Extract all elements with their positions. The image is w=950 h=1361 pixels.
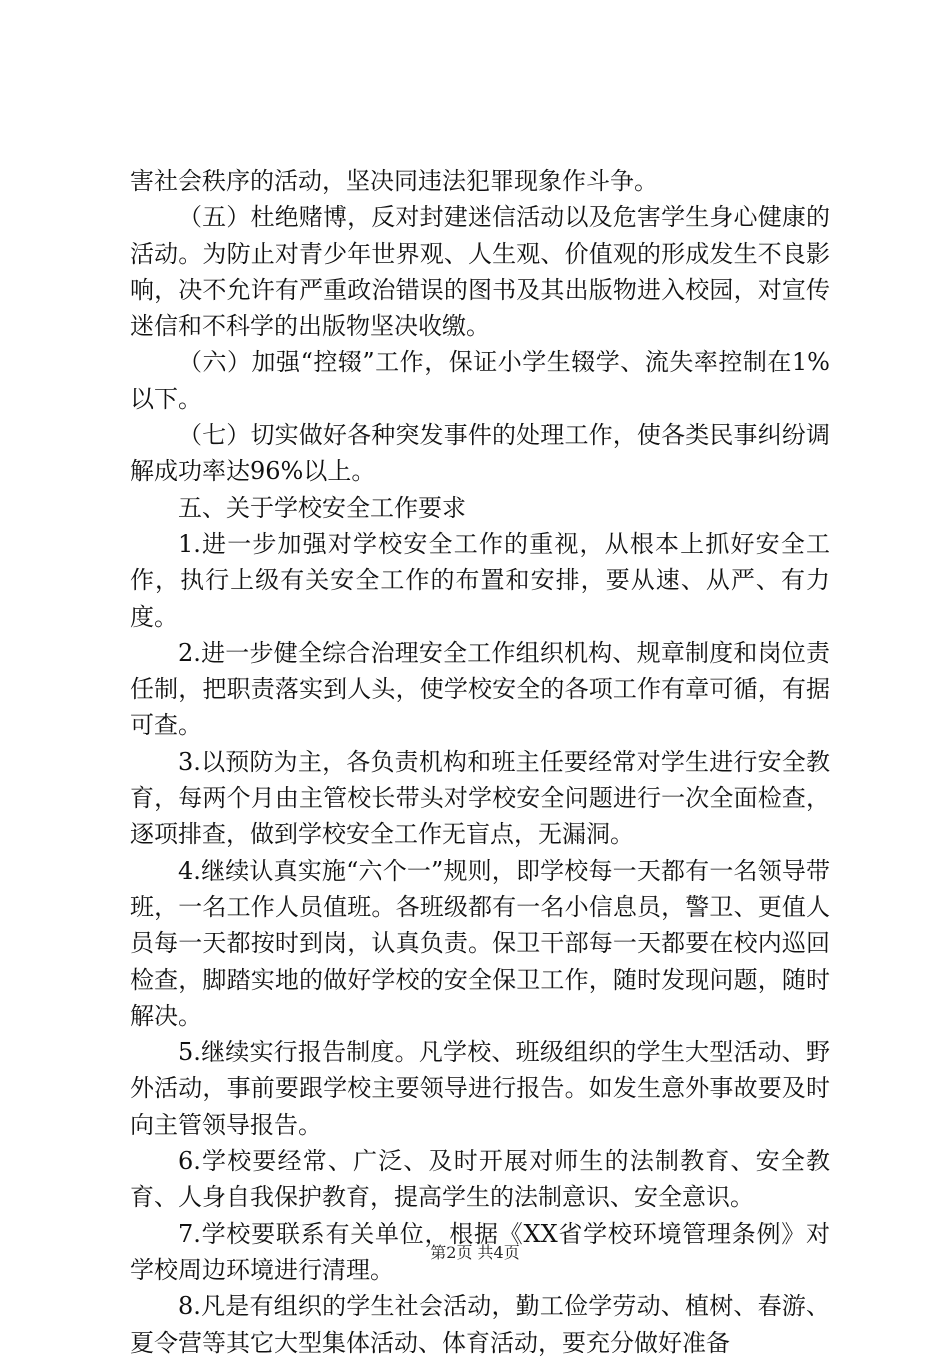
- section-heading-5: 五、关于学校安全工作要求: [178, 493, 466, 522]
- paragraph-item-6: （六）加强“控辍”工作，保证小学生辍学、流失率控制在1%以下。: [130, 348, 830, 413]
- document-body: [130, 163, 830, 1361]
- paragraph-continuation: 害社会秩序的活动，坚决同违法犯罪现象作斗争。: [130, 167, 658, 195]
- paragraph-item-5: （五）杜绝赌博，反对封建迷信活动以及危害学生身心健康的活动。为防止对青少年世界观、人生观、价值观的形成发生不良影响，决不允许有严重政治错误的图书及其出版物进入校园，对宣传迷信和不科学的出版物坚决收缴。: [130, 203, 830, 341]
- requirement-2: 2.进一步健全综合治理安全工作组织机构、规章制度和岗位责任制，把职责落实到人头，使学校安全的各项工作有章可循，有据可查。: [130, 638, 830, 740]
- paragraph-item-7: （七）切实做好各种突发事件的处理工作，使各类民事纠纷调解成功率达96%以上。: [130, 421, 830, 486]
- requirement-7: 7.学校要联系有关单位，根据《XX省学校环境管理条例》对学校周边环境进行清理。: [130, 1219, 830, 1284]
- requirement-1: 1.进一步加强对学校安全工作的重视，从根本上抓好安全工作，执行上级有关安全工作的布置和安排，要从速、从严、有力度。: [130, 529, 830, 631]
- requirement-4: 4.继续认真实施“六个一”规则，即学校每一天都有一名领导带班，一名工作人员值班。各班级都有一名小信息员，警卫、更值人员每一天都按时到岗，认真负责。保卫干部每一天都要在校内巡回检查，脚踏实地的做好学校的安全保卫工作，随时发现问题，随时解决。: [130, 856, 830, 1030]
- requirement-3: 3.以预防为主，各负责机构和班主任要经常对学生进行安全教育，每两个月由主管校长带头对学校安全问题进行一次全面检查，逐项排查，做到学校安全工作无盲点，无漏洞。: [130, 747, 830, 849]
- requirement-6: 6.学校要经常、广泛、及时开展对师生的法制教育、安全教育、人身自我保护教育，提高学生的法制意识、安全意识。: [130, 1147, 830, 1212]
- requirement-5: 5.继续实行报告制度。凡学校、班级组织的学生大型活动、野外活动，事前要跟学校主要领导进行报告。如发生意外事故要及时向主管领导报告。: [130, 1038, 830, 1139]
- requirement-8: 8.凡是有组织的学生社会活动，勤工俭学劳动、植树、春游、夏令营等其它大型集体活动、体育活动，要充分做好准备: [130, 1292, 830, 1357]
- page-footer: 第2页 共4页: [430, 1243, 520, 1262]
